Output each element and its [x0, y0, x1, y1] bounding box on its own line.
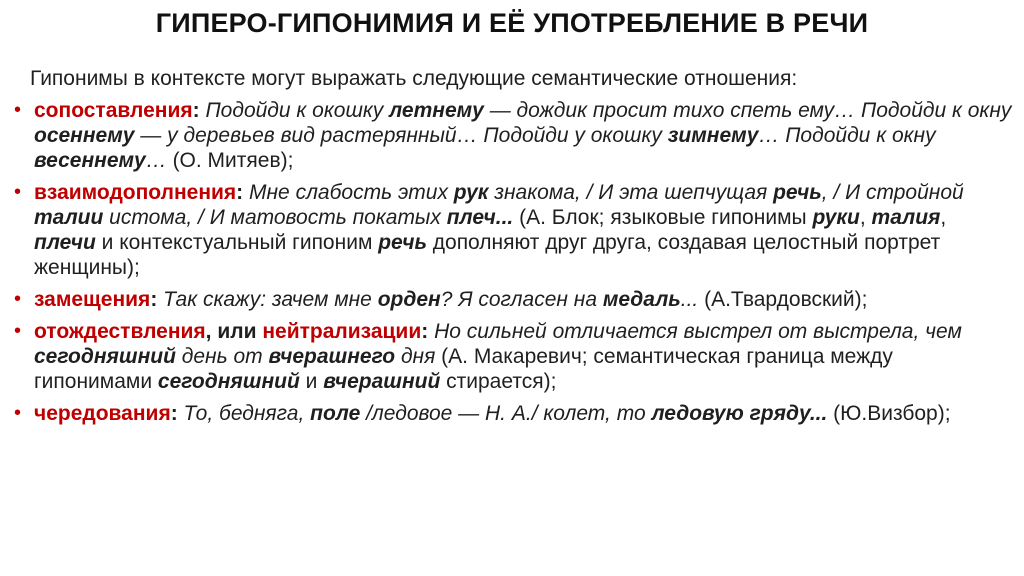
text-segment: вчерашний: [323, 370, 441, 393]
text-segment: поле: [310, 402, 361, 425]
text-segment: :: [170, 402, 178, 425]
text-segment: (О. Митяев);: [172, 149, 294, 172]
text-segment: Подойди к окошку: [199, 99, 390, 122]
text-segment: плеч...: [446, 206, 514, 229]
text-segment: , / И стройной: [821, 181, 964, 204]
text-segment: речь: [378, 231, 427, 254]
text-segment: (А. Блок; языковые гипонимы: [513, 206, 813, 229]
text-segment: ,: [859, 206, 872, 229]
relations-list: [12, 98, 1012, 426]
text-segment: :: [421, 320, 429, 343]
text-segment: сегодняшний: [34, 345, 176, 368]
text-segment: (Ю.Визбор);: [827, 402, 951, 425]
text-segment: :: [236, 181, 244, 204]
text-segment: ...: [680, 288, 705, 311]
text-segment: ? Я согласен на: [440, 288, 603, 311]
text-segment: талия: [871, 206, 941, 229]
text-segment: речь: [773, 181, 822, 204]
text-segment: (А. Макаревич; семантическая граница между гипонимами: [34, 345, 893, 393]
list-item: [12, 319, 1012, 394]
text-segment: стирается);: [440, 370, 557, 393]
list-item: [12, 180, 1012, 280]
bullet-icon: •: [14, 320, 22, 342]
bullet-icon: •: [14, 181, 22, 203]
text-segment: орден: [377, 288, 441, 311]
text-segment: … Подойди к окну: [758, 124, 936, 147]
text-segment: плечи: [34, 231, 96, 254]
text-segment: дополняют друг друга, создавая целостный портрет женщины);: [34, 231, 941, 279]
text-segment: Но сильней отличается выстрел от выстрела, чем: [428, 320, 962, 343]
text-segment: То, бедняга,: [177, 402, 311, 425]
text-segment: Так скажу: зачем мне: [157, 288, 378, 311]
text-segment: Мне слабость этих: [243, 181, 454, 204]
bullet-icon: •: [14, 288, 22, 310]
text-segment: ,: [940, 206, 947, 229]
relation-term: чередования: [34, 402, 171, 425]
text-segment: — у деревьев вид растерянный… Подойди у окошку: [134, 124, 668, 147]
relation-term: взаимодополнения: [34, 181, 237, 204]
list-item: [12, 401, 1012, 426]
text-segment: и: [299, 370, 324, 393]
text-segment: талии: [34, 206, 104, 229]
text-segment: весеннему: [34, 149, 146, 172]
text-segment: летнему: [389, 99, 484, 122]
text-segment: и контекстуальный гипоним: [95, 231, 379, 254]
slide-title: ГИПЕРО-ГИПОНИМИЯ И ЕЁ УПОТРЕБЛЕНИЕ В РЕЧИ: [155, 8, 869, 38]
relation-term: замещения: [34, 288, 151, 311]
intro-text: Гипонимы в контексте могут выражать следующие семантические отношения:: [30, 67, 798, 90]
text-segment: сегодняшний: [157, 370, 300, 393]
text-segment: руки: [812, 206, 860, 229]
text-segment: :: [192, 99, 200, 122]
relation-term: нейтрализации: [262, 320, 422, 343]
text-segment: :: [150, 288, 158, 311]
text-segment: осеннему: [34, 124, 135, 147]
text-segment: знакома, / И эта шепчущая: [488, 181, 774, 204]
text-segment: день от: [175, 345, 269, 368]
text-segment: — дождик просит тихо спеть ему… Подойди к окну: [483, 99, 1012, 122]
text-segment: зимнему: [667, 124, 759, 147]
bullet-icon: •: [14, 402, 22, 424]
text-segment: (А.Твардовский);: [704, 288, 868, 311]
text-segment: …: [145, 149, 173, 172]
bullet-icon: •: [14, 99, 22, 121]
text-segment: дня: [395, 345, 436, 368]
relation-term: сопоставления: [34, 99, 193, 122]
list-item: [12, 287, 1012, 312]
text-segment: ледовую гряду...: [651, 402, 828, 425]
text-segment: медаль: [602, 288, 681, 311]
text-segment: /ледовое — Н. А./ колет, то: [360, 402, 652, 425]
relation-term: отождествления: [34, 320, 206, 343]
slide-content: [12, 66, 1012, 433]
text-segment: вчерашнего: [268, 345, 396, 368]
text-segment: , или: [205, 320, 263, 343]
text-segment: рук: [453, 181, 489, 204]
text-segment: истома, / И матовость покатых: [103, 206, 447, 229]
list-item: [12, 98, 1012, 173]
